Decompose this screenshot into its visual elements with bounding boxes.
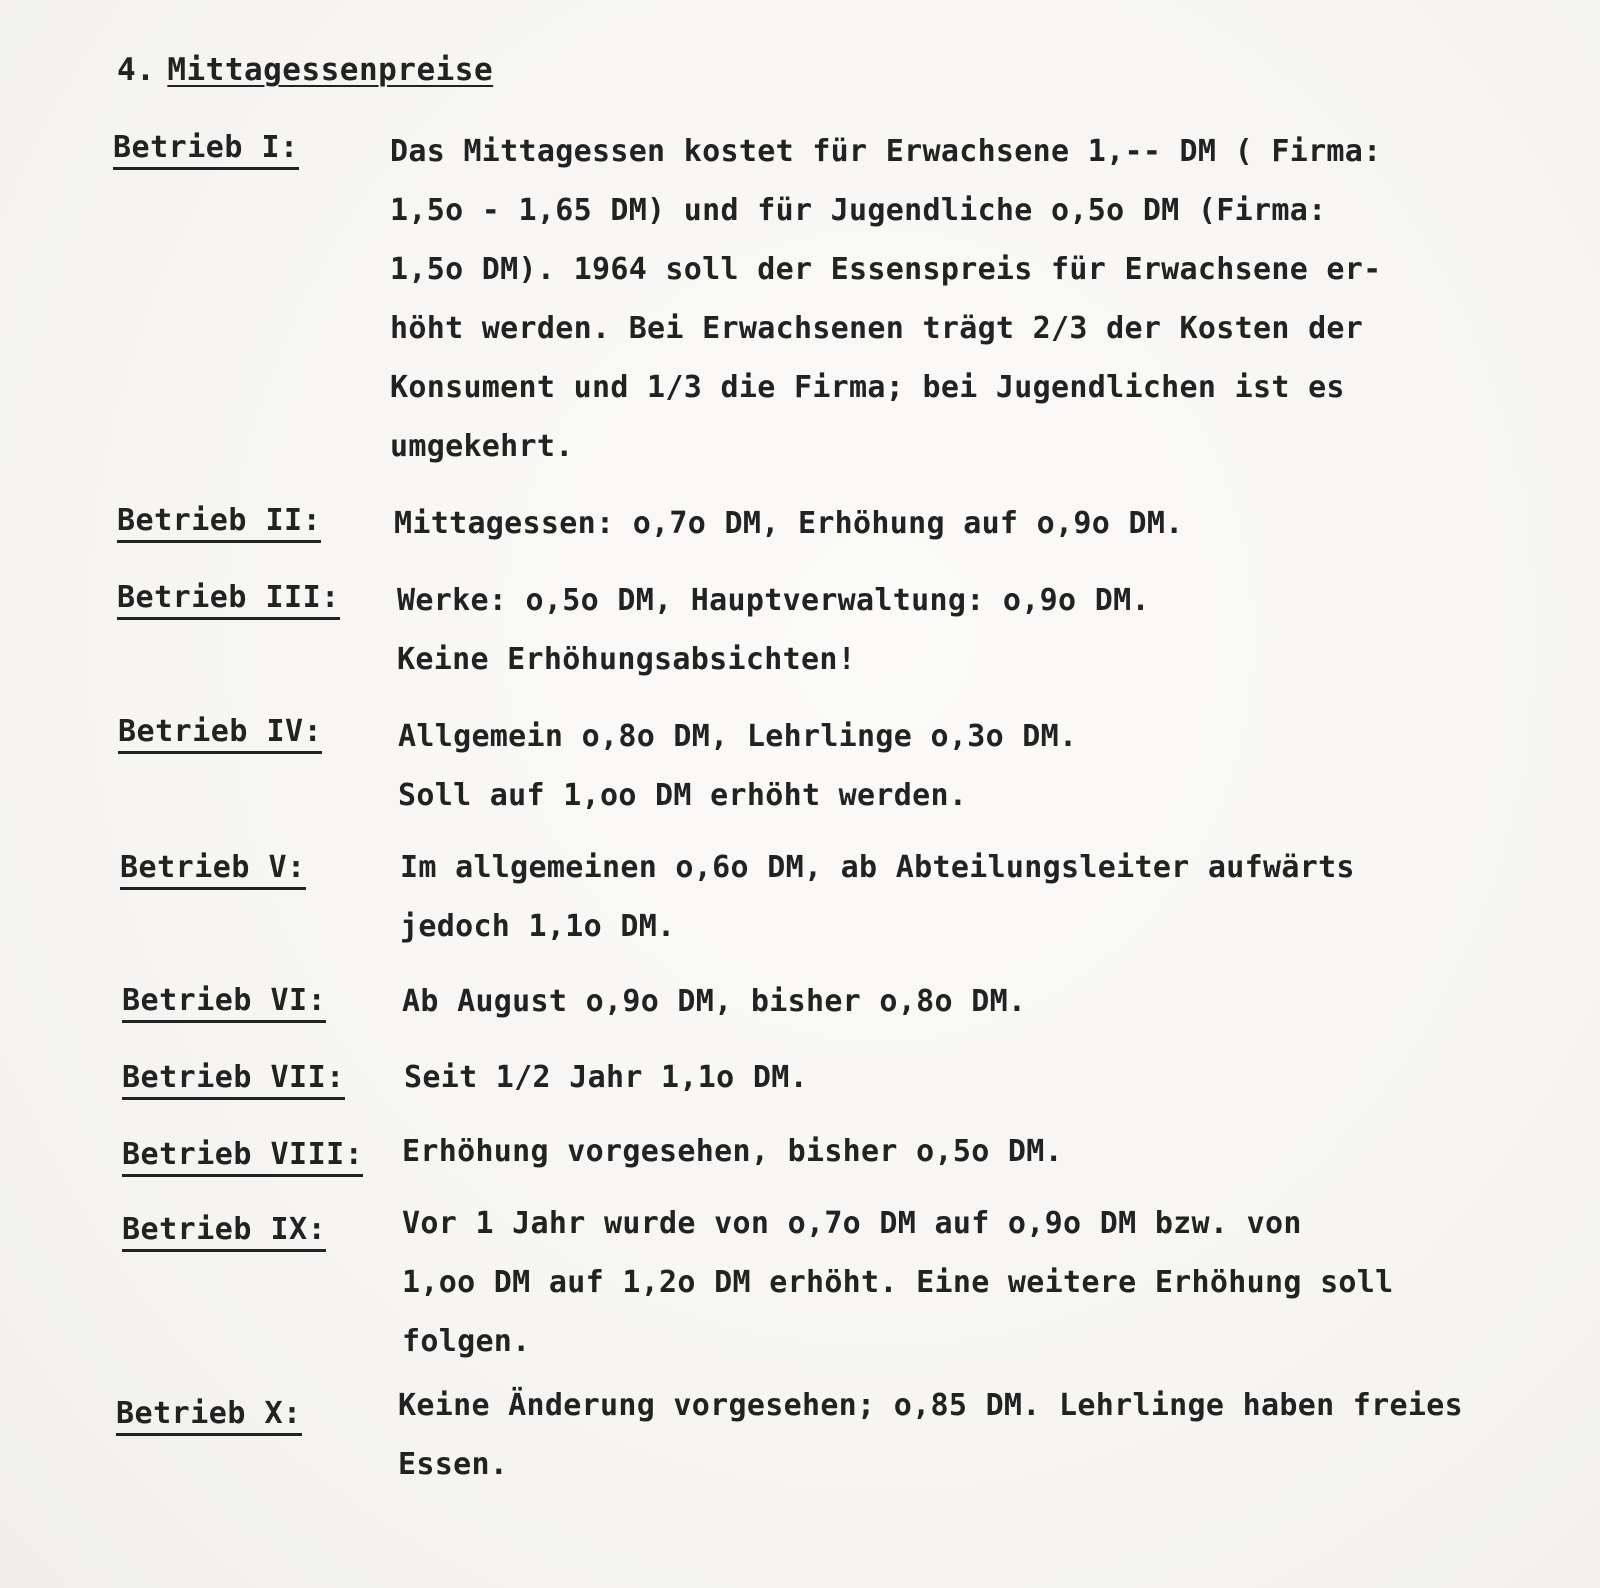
entry-line: Konsument und 1/3 die Firma; bei Jugendlichen ist es	[390, 370, 1345, 405]
entry-line: höht werden. Bei Erwachsenen trägt 2/3 der Kosten der	[390, 311, 1364, 346]
entry-label-betrieb-6: Betrieb VI:	[122, 983, 326, 1023]
entry-line: jedoch 1,1o DM.	[400, 909, 676, 944]
entry-line: folgen.	[402, 1324, 531, 1359]
entry-line: Im allgemeinen o,6o DM, ab Abteilungsleiter aufwärts	[400, 850, 1355, 885]
entry-line: Ab August o,9o DM, bisher o,8o DM.	[402, 984, 1027, 1019]
entry-text-betrieb-8	[402, 1122, 1063, 1181]
entry-text-betrieb-7	[404, 1048, 808, 1107]
section-number: 4.	[117, 52, 156, 88]
entry-label-betrieb-8: Betrieb VIII:	[122, 1137, 363, 1177]
entry-line: 1,5o - 1,65 DM) und für Jugendliche o,5o DM (Firma:	[390, 193, 1327, 228]
entry-label-betrieb-5: Betrieb V:	[120, 850, 306, 890]
entry-line: Keine Erhöhungsabsichten!	[397, 642, 857, 677]
entry-line: Mittagessen: o,7o DM, Erhöhung auf o,9o DM.	[394, 506, 1184, 541]
entry-text-betrieb-2	[394, 494, 1184, 553]
entry-text-betrieb-9	[402, 1194, 1394, 1371]
entry-line: 1,5o DM). 1964 soll der Essenspreis für Erwachsene er-	[390, 252, 1382, 287]
section-title: Mittagessenpreise	[167, 52, 494, 88]
entry-line: Erhöhung vorgesehen, bisher o,5o DM.	[402, 1134, 1064, 1169]
entry-text-betrieb-3	[397, 571, 1150, 689]
entry-line: Das Mittagessen kostet für Erwachsene 1,-- DM ( Firma:	[390, 134, 1382, 169]
entry-label-betrieb-3: Betrieb III:	[117, 580, 340, 620]
entry-label-betrieb-2: Betrieb II:	[117, 503, 321, 543]
entry-label-betrieb-1: Betrieb I:	[113, 130, 299, 170]
entry-line: Keine Änderung vorgesehen; o,85 DM. Lehrlinge haben freies	[398, 1388, 1463, 1423]
entry-label-betrieb-7: Betrieb VII:	[122, 1060, 345, 1100]
entry-line: 1,oo DM auf 1,2o DM erhöht. Eine weitere Erhöhung soll	[402, 1265, 1394, 1300]
section-heading	[117, 52, 493, 88]
entry-line: umgekehrt.	[390, 429, 574, 464]
entry-line: Seit 1/2 Jahr 1,1o DM.	[404, 1060, 808, 1095]
entry-label-betrieb-10: Betrieb X:	[116, 1396, 302, 1436]
entry-line: Vor 1 Jahr wurde von o,7o DM auf o,9o DM bzw. von	[402, 1206, 1302, 1241]
entry-line: Essen.	[398, 1447, 509, 1482]
entry-text-betrieb-4	[398, 707, 1077, 825]
entry-line: Soll auf 1,oo DM erhöht werden.	[398, 778, 968, 813]
entry-text-betrieb-5	[400, 838, 1355, 956]
entry-line: Werke: o,5o DM, Hauptverwaltung: o,9o DM.	[397, 583, 1150, 618]
entry-text-betrieb-6	[402, 972, 1026, 1031]
entry-text-betrieb-10	[398, 1376, 1463, 1494]
entry-line: Allgemein o,8o DM, Lehrlinge o,3o DM.	[398, 719, 1078, 754]
entry-label-betrieb-4: Betrieb IV:	[118, 714, 322, 754]
entry-text-betrieb-1	[390, 122, 1382, 476]
entry-label-betrieb-9: Betrieb IX:	[122, 1212, 326, 1252]
